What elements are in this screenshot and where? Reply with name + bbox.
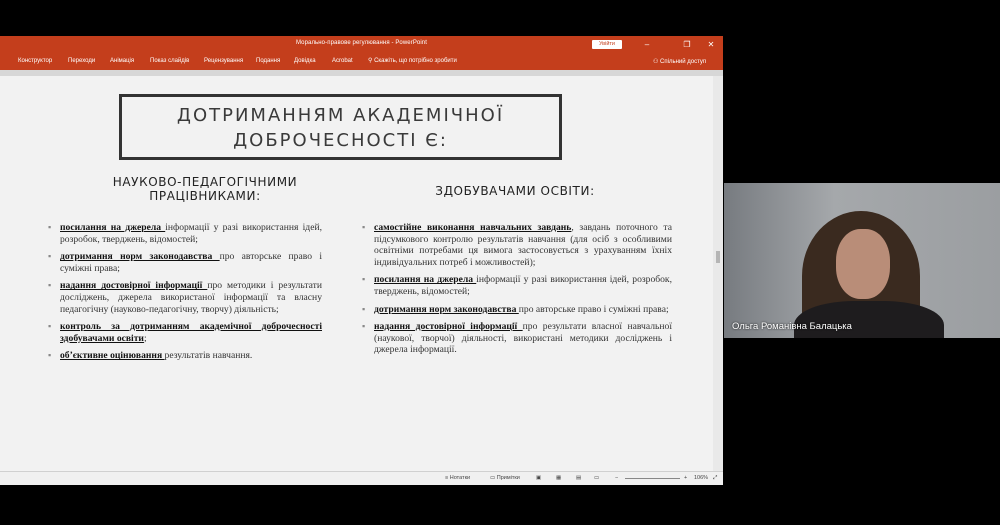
item-text: про методики і результати досліджень, джерела використаної інформації та власну педагогічну (науково-педагогічну, творчу) діяльність; — [60, 280, 322, 315]
list-item — [362, 222, 672, 268]
list-item — [362, 321, 672, 356]
slide-title-line-1: ДОТРИМАННЯМ АКАДЕМІЧНОЇ — [176, 105, 505, 126]
participant-video-tile[interactable] — [724, 183, 1000, 338]
comments-label: Примітки — [496, 475, 520, 481]
restore-icon[interactable]: ❐ — [683, 40, 691, 49]
bullet-icon: ▪ — [48, 321, 52, 332]
list-item — [48, 222, 322, 245]
comment-icon: ▭ — [490, 475, 497, 481]
item-text: про авторське право і суміжні права; — [60, 251, 322, 274]
bullet-icon: ▪ — [48, 251, 52, 262]
item-text: ; — [143, 332, 147, 344]
bullet-icon: ▪ — [48, 280, 52, 291]
tab-slide-show[interactable]: Показ слайдів — [150, 58, 190, 64]
item-text: , завдань поточного та підсумкового контролю результатів навчання (для осіб з особливими освітніми потребами ця вимога застосовується з урахуванням їхніх індивідуальних потреб і можливостей); — [374, 222, 672, 268]
left-bullet-list — [48, 222, 322, 368]
close-icon[interactable]: ✕ — [707, 40, 715, 49]
tab-acrobat[interactable]: Acrobat — [332, 58, 353, 64]
tab-animations[interactable]: Анімація — [110, 58, 135, 64]
tab-design[interactable]: Конструктор — [18, 58, 53, 64]
comments-button[interactable] — [490, 475, 520, 481]
left-heading-line-1: НАУКОВО-ПЕДАГОГІЧНИМИ — [112, 175, 298, 189]
item-bold: контроль за дотриманням академічної доброчесності здобувачами освіти — [60, 321, 322, 344]
slide-sorter-icon[interactable]: ▦ — [556, 475, 562, 481]
item-bold: надання достовірної інформації — [374, 321, 523, 333]
normal-view-icon[interactable]: ▣ — [536, 475, 542, 481]
notes-label: Нотатки — [449, 475, 471, 481]
zoom-slider[interactable] — [625, 478, 680, 479]
person-icon: ⚇ — [653, 59, 661, 65]
fit-slide-icon[interactable]: ⤢ — [713, 475, 718, 481]
item-bold: об’єктивне оцінювання — [60, 350, 165, 362]
reading-view-icon[interactable]: ▤ — [576, 475, 582, 481]
minimize-icon[interactable]: – — [644, 40, 650, 49]
share-label: Спільний доступ — [660, 59, 707, 65]
left-column-heading — [90, 175, 320, 203]
bullet-icon: ▪ — [362, 303, 366, 314]
list-item — [362, 274, 672, 297]
participant-body — [794, 301, 944, 338]
tell-me-label: Скажіть, що потрібно зробити — [374, 58, 457, 64]
zoom-out-icon[interactable]: − — [615, 475, 619, 481]
window-title: Морально-правове регулювання - PowerPoint — [295, 40, 428, 46]
share-button[interactable] — [653, 58, 706, 65]
slide-canvas[interactable] — [0, 76, 713, 471]
title-bar — [0, 36, 723, 53]
item-bold: дотримання норм законодавства — [60, 251, 220, 263]
slideshow-icon[interactable]: ▭ — [594, 475, 600, 481]
tab-review[interactable]: Рецензування — [204, 58, 244, 64]
bullet-icon: ▪ — [362, 274, 366, 285]
item-text: про авторське право і суміжні права; — [518, 303, 669, 315]
scrollbar-thumb[interactable] — [716, 251, 720, 263]
status-bar — [0, 471, 723, 485]
item-text: інформації у разі використання ідей, розробок, тверджень, відомостей; — [60, 222, 322, 245]
zoom-in-icon[interactable]: + — [684, 475, 688, 481]
list-item — [48, 350, 322, 362]
sign-in-button[interactable]: Увійти — [592, 40, 622, 49]
vertical-scrollbar[interactable] — [713, 76, 723, 471]
bullet-icon: ▪ — [362, 222, 366, 232]
zoom-level[interactable]: 106% — [694, 475, 709, 481]
notes-icon: ≡ — [445, 475, 450, 481]
item-text: інформації у разі використання ідей, розробок, тверджень, відомостей; — [374, 274, 672, 297]
item-bold: посилання на джерела — [374, 274, 477, 286]
lightbulb-icon: ⚲ — [368, 58, 375, 64]
bullet-icon: ▪ — [48, 350, 52, 361]
item-bold: посилання на джерела — [60, 222, 166, 233]
left-heading-line-2: ПРАЦІВНИКАМИ: — [149, 189, 261, 203]
list-item — [362, 304, 672, 316]
bullet-icon: ▪ — [362, 321, 366, 332]
participant-face — [836, 229, 890, 299]
item-text: про результати власної навчальної (наукової, творчої) діяльності, використані методики досліджень і джерела інформації. — [374, 321, 672, 356]
bullet-icon: ▪ — [48, 222, 52, 232]
tab-help[interactable]: Довідка — [294, 58, 316, 64]
slide-title-box — [119, 94, 562, 160]
participant-name: Ольга Романівна Балацька — [732, 321, 852, 332]
list-item — [48, 321, 322, 344]
ribbon-tabs — [0, 53, 723, 70]
tell-me-box[interactable] — [368, 57, 457, 64]
right-bullet-list — [362, 222, 672, 362]
item-bold: надання достовірної інформації — [60, 280, 208, 292]
right-column-heading: ЗДОБУВАЧАМИ ОСВІТИ: — [435, 184, 595, 198]
tab-transitions[interactable]: Переходи — [68, 58, 96, 64]
slide-title-line-2: ДОБРОЧЕСНОСТІ Є: — [233, 130, 448, 151]
powerpoint-window — [0, 36, 723, 485]
item-text: результатів навчання. — [164, 350, 253, 362]
item-bold: дотримання норм законодавства — [374, 303, 519, 315]
list-item — [48, 280, 322, 315]
item-bold: самостійне виконання навчальних завдань — [374, 222, 572, 233]
list-item — [48, 251, 322, 274]
notes-button[interactable] — [445, 475, 470, 481]
tab-view[interactable]: Подання — [256, 58, 281, 64]
